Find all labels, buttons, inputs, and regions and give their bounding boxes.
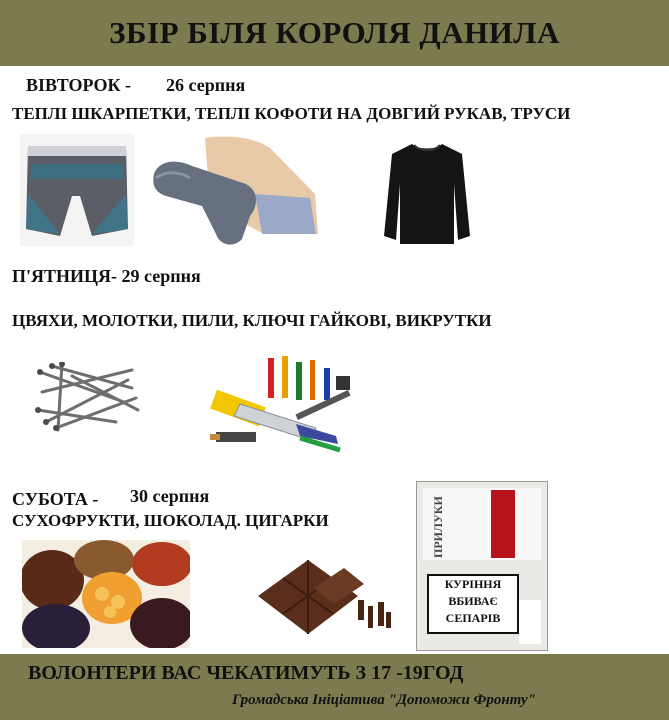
sweater-image [382,140,472,250]
dried-fruits-image [22,540,190,648]
tools-image [206,354,356,458]
pack-brand: ПРИЛУКИ [431,496,445,558]
underwear-image [20,134,134,246]
nails-image [32,362,142,432]
warning-line-1: КУРІННЯ [444,577,502,591]
footer-organization: Громадська Ініціатива "Допоможи Фронту" [232,692,536,708]
cigarette-pack [416,481,548,651]
pack-red-stripe [491,490,515,558]
pack-side-panel [519,600,541,644]
tuesday-items: ТЕПЛІ ШКАРПЕТКИ, ТЕПЛІ КОФОТИ НА ДОВГИЙ РУКАВ, ТРУСИ [12,104,571,123]
pack-warning-box [427,574,519,634]
saturday-date: 30 серпня [130,486,210,506]
socks-image [150,134,322,250]
warning-line-3: СЕПАРІВ [445,611,501,625]
friday-items: ЦВЯХИ, МОЛОТКИ, ПИЛИ, КЛЮЧІ ГАЙКОВІ, ВИКРУТКИ [12,311,492,330]
page-title: ЗБІР БІЛЯ КОРОЛЯ ДАНИЛА [109,15,560,50]
saturday-day: СУБОТА - [12,489,99,509]
saturday-items: СУХОФРУКТИ, ШОКОЛАД. ЦИГАРКИ [12,511,329,530]
tuesday-date: 26 серпня [166,75,246,95]
warning-line-2: ВБИВАЄ [448,594,498,608]
tuesday-day: ВІВТОРОК - [26,75,131,95]
footer-hours: ВОЛОНТЕРИ ВАС ЧЕКАТИМУТЬ З 17 -19ГОД [28,662,464,684]
chocolate-image [254,556,396,640]
friday-day: П'ЯТНИЦЯ- 29 серпня [12,266,201,286]
